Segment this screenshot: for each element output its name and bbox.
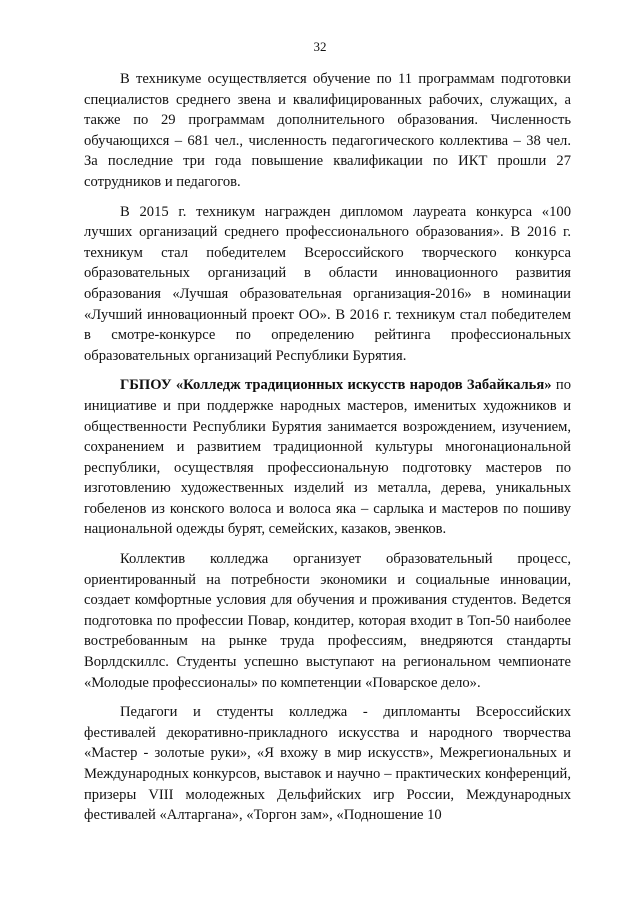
paragraph-text: по инициативе и при поддержке народных мастеров, именитых художников и общественности Республики Бурятия занимается возрождением, изучением, сохранением и развитием традиционной культуры многонациональной республики, осуществляя профессиональную подготовку мастеров по изготовлению художественных изделий из металла, дерева, уникальных гобеленов из конского волоса и волоса яка – сарлыка и мастеров по пошиву национальной одежды бурят, семейских, казаков, эвенков. [84, 377, 571, 538]
paragraph-text: В 2015 г. техникум награжден дипломом лауреата конкурса «100 лучших организаций среднего профессионального образования». В 2016 г. техникум стал победителем Всероссийского творческого конкурса образовательных организаций в области инновационного развития образования «Лучшая образовательная организация-2016» в номинации «Лучший инновационный проект ОО». В 2016 г. техникум стал победителем в смотре-конкурсе по определению рейтинга профессиональных образовательных организаций Республики Бурятия. [84, 203, 571, 364]
college-name-heading: ГБПОУ «Колледж традиционных искусств народов Забайкалья» [120, 377, 552, 394]
paragraph-college-staff [84, 549, 571, 693]
document-body [84, 69, 571, 826]
paragraph-college-intro [84, 375, 571, 540]
paragraph-text: Коллектив колледжа организует образовательный процесс, ориентированный на потребности экономики и социальные инновации, создает комфортные условия для обучения и проживания студентов. Ведется подготовка по профессии Повар, кондитер, которая входит в Топ-50 наиболее востребованным на рынке труда профессиям, внедряются стандарты Ворлдскиллс. Студенты успешно выступают на региональном чемпионате «Молодые профессионалы» по компетенции «Поварское дело». [84, 551, 571, 691]
paragraph-technikum-awards [84, 202, 571, 367]
paragraph-text: Педагоги и студенты колледжа - дипломанты Всероссийских фестивалей декоративно-прикладного искусства и народного творчества «Мастер - золотые руки», «Я вхожу в мир искусств», Межрегиональных и Международных конкурсов, выставок и научно – практических конференций, призеры VIII молодежных Дельфийских игр России, Международных фестивалей «Алтаргана», «Торгон зам», «Подношение 10 [84, 704, 571, 824]
paragraph-text: В техникуме осуществляется обучение по 11 программам подготовки специалистов среднего звена и квалифицированных рабочих, служащих, а также по 29 программам дополнительного образования. Численность обучающихся – 681 чел., численность педагогического коллектива – 38 чел. За последние три года повышение квалификации по ИКТ прошли 27 сотрудников и педагогов. [84, 71, 571, 190]
paragraph-college-achievements [84, 702, 571, 826]
page-number: 32 [313, 39, 327, 54]
paragraph-technikum-programs [84, 69, 571, 193]
